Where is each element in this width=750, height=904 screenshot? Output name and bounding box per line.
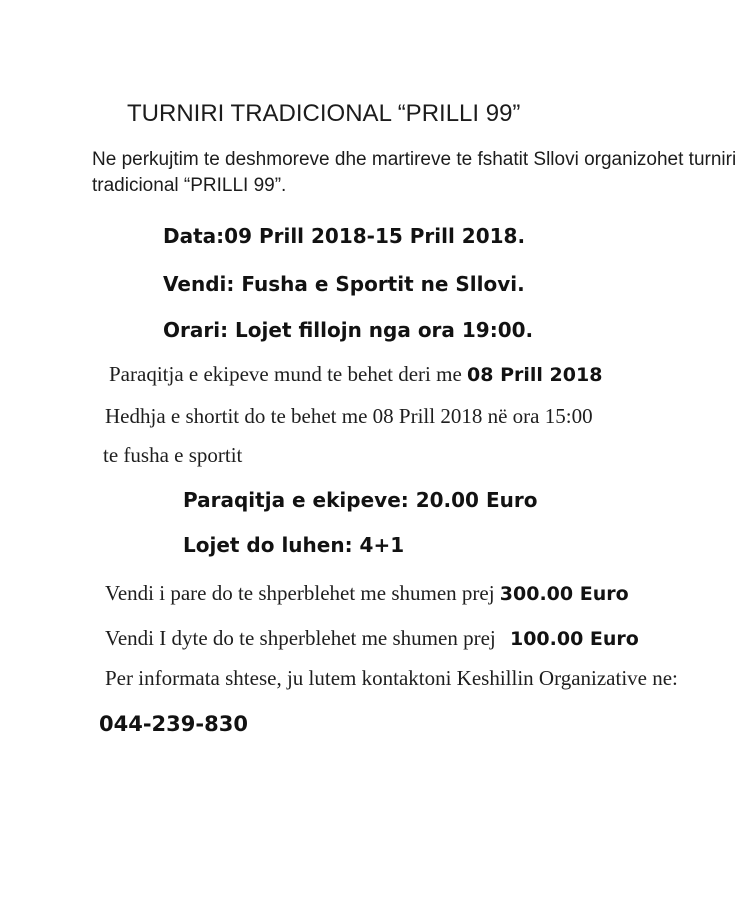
registration-deadline-text: Paraqitja e ekipeve mund te behet deri me: [109, 362, 468, 386]
first-prize-line: [105, 581, 629, 606]
second-prize-text: Vendi I dyte do te shperblehet me shumen prej: [105, 626, 501, 650]
tournament-title: TURNIRI TRADICIONAL “PRILLI 99”: [127, 100, 521, 127]
contact-info-line: Per informata shtese, ju lutem kontaktoni Keshillin Organizative ne:: [105, 666, 678, 690]
fee-line: Paraqitja e ekipeve: 20.00 Euro: [183, 488, 538, 512]
draw-location-line: te fusha e sportit: [103, 443, 243, 467]
venue-line: Vendi: Fusha e Sportit ne Sllovi.: [163, 272, 525, 296]
draw-line: Hedhja e shortit do te behet me 08 Prill 2018 në ora 15:00: [105, 404, 593, 428]
second-prize-amount: 100.00 Euro: [509, 628, 639, 650]
registration-deadline-date: 08 Prill 2018: [467, 364, 603, 386]
contact-phone: 044-239-830: [99, 712, 248, 736]
first-prize-text: Vendi i pare do te shperblehet me shumen prej: [105, 581, 500, 605]
second-prize-line: [105, 626, 639, 651]
intro-line-2: tradicional “PRILLI 99”.: [92, 175, 287, 196]
registration-deadline-line: [109, 362, 602, 387]
format-line: Lojet do luhen: 4+1: [183, 533, 405, 557]
intro-line-1: Ne perkujtim te deshmoreve dhe martireve te fshatit Sllovi organizohet turniri: [92, 149, 737, 170]
schedule-line: Orari: Lojet fillojn nga ora 19:00.: [163, 318, 534, 342]
date-line: Data:09 Prill 2018-15 Prill 2018.: [163, 224, 526, 248]
first-prize-amount: 300.00 Euro: [499, 583, 629, 605]
